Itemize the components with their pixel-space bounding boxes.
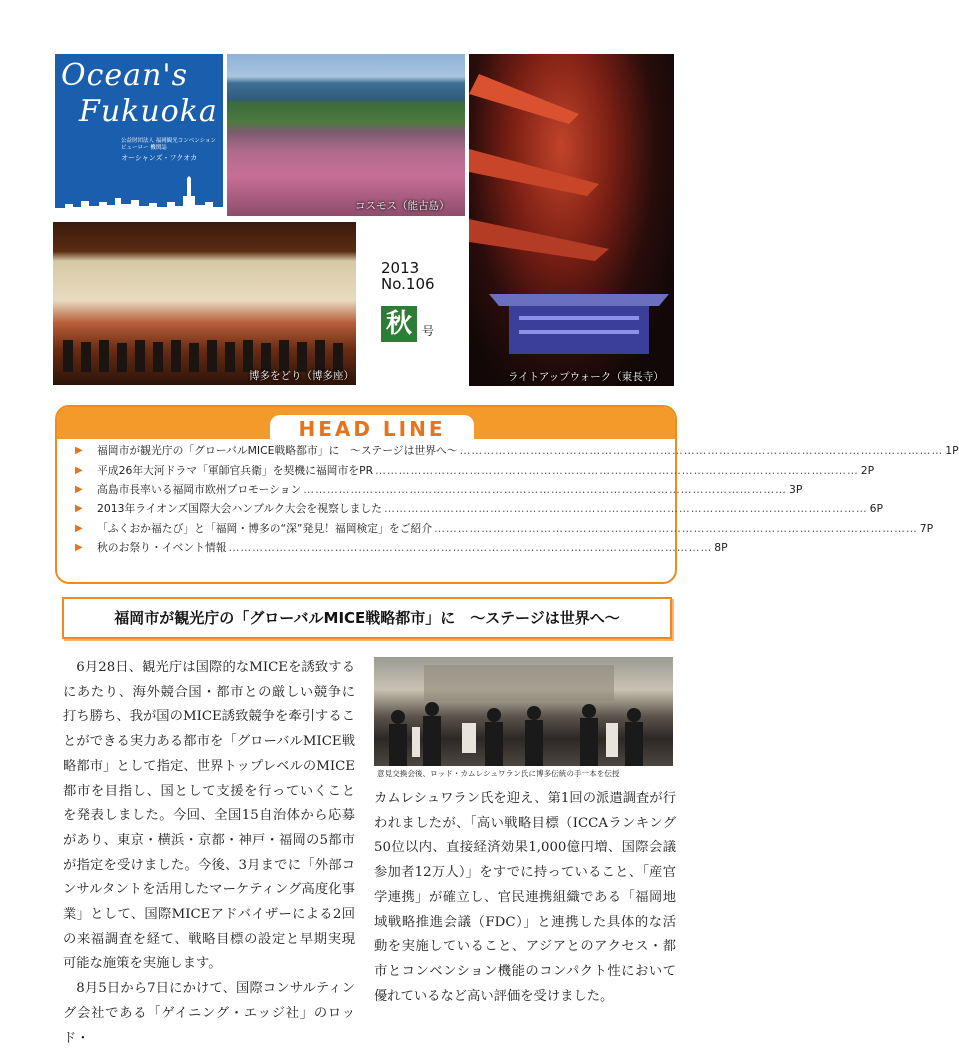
headline-item (75, 538, 728, 557)
logo-title-line1: Ocean's (61, 58, 188, 93)
headline-item-page: 2P (860, 463, 875, 477)
headline-item (75, 441, 959, 460)
season-suffix: 号 (422, 324, 435, 338)
skyline-icon (55, 176, 223, 216)
leader-dots: …………………………………………………………………………………………………………… (228, 541, 713, 555)
headline-box (55, 405, 959, 584)
photo-caption: 意見交換会後、ロッド・カムレシュワラン氏に博多伝統の手一本を伝授 (377, 769, 620, 778)
publisher-name: 公益財団法人 福岡観光コンベンションビューロー 機関誌 (121, 138, 217, 151)
dancers-illustration (53, 222, 356, 385)
headline-item-title: 高島市長率いる福岡市欧州プロモーション (97, 482, 302, 496)
headline-item (75, 519, 934, 538)
cosmos-photo (227, 54, 465, 216)
season-badge: 秋 (381, 306, 417, 342)
headline-item-page: 8P (714, 541, 728, 555)
meeting-illustration (374, 657, 673, 766)
headline-item (75, 499, 884, 518)
article-paragraph: 8月5日から7日にかけて、国際コンサルティング会社である「ゲイニング・エッジ社」のロッド・ (63, 981, 355, 1046)
pagoda-caption: ライトアップウォーク（東長寺） (508, 371, 664, 383)
issue-year: 2013 (381, 259, 420, 277)
headline-list (75, 441, 959, 557)
triangle-bullet-icon: ▶ (75, 445, 83, 457)
leader-dots: …………………………………………………………………………………………………………… (459, 444, 944, 458)
headline-item-page: 7P (919, 521, 934, 535)
triangle-bullet-icon: ▶ (75, 542, 83, 554)
stage-photo (53, 222, 356, 385)
headline-item (75, 460, 875, 479)
pagoda-illustration (469, 54, 674, 386)
headline-item-page: 1P (945, 444, 959, 458)
article-title: 福岡市が観光庁の「グローバルMICE戦略都市」に ～ステージは世界へ～ (62, 597, 672, 639)
headline-item-title: 平成26年大河ドラマ「軍師官兵衛」を契機に福岡市をPR (97, 463, 374, 477)
triangle-bullet-icon: ▶ (75, 522, 83, 534)
headline-item-page: 6P (869, 502, 884, 516)
article-paragraph: カムレシュワラン氏を迎え、第1回の派遣調査が行われましたが、「高い戦略目標（ICCAランキング50位以内、直接経済効果1,000億円増、国際会議参加者12万人）」をすでに持っていること、「産官学連携」が確立し、官民連携組織である「福岡地域戦略推進会議（FDC）」と連携した具体的な活動を実施していること、アジアとのアクセス・都市とコンベンション機能のコンパクト性において優れているなど高い評価を受けました。 (374, 791, 676, 1004)
article-column-right (374, 787, 676, 1009)
headline-item-title: 2013年ライオンズ国際大会ハンブルク大会を視察しました (97, 502, 382, 516)
headline-item (75, 480, 803, 499)
logo-title-line2: Fukuoka (79, 94, 218, 129)
cosmos-caption: コスモス（能古島） (355, 200, 450, 212)
headline-item-title: 「ふくおか福たび」と「福岡・博多の“深”発見！福岡検定」をご紹介 (97, 521, 433, 535)
leader-dots: …………………………………………………………………………………………………………… (434, 521, 918, 535)
headline-item-page: 3P (788, 482, 803, 496)
leader-dots: …………………………………………………………………………………………………………… (303, 482, 787, 496)
magazine-logo (55, 54, 223, 216)
meeting-photo (374, 657, 673, 766)
article-column-left (63, 656, 355, 1051)
article-paragraph: 6月28日、観光庁は国際的なMICEを誘致するにあたり、海外競合国・都市との厳しい競争に打ち勝ち、我が国のMICE誘致競争を牽引することができる実力ある都市を「グローバルMICE戦略都市」として指定、世界トップレベルのMICE都市を目指し、国として支援を行っていくことを発表しました。今回、全国15自治体から応募があり、東京・横浜・京都・神戸・福岡の5都市が指定を受けました。今後、3月までに「外部コンサルタントを活用したマーケティング高度化事業」として、国際MICEアドバイザーによる2回の来福調査を経て、戦略目標の設定と早期実現可能な施策を実施します。 (63, 660, 355, 972)
pagoda-photo (469, 54, 674, 386)
issue-info (381, 260, 435, 292)
headline-title: HEAD LINE (270, 415, 474, 443)
leader-dots: …………………………………………………………………………………………………………… (383, 502, 868, 516)
triangle-bullet-icon: ▶ (75, 503, 83, 515)
triangle-bullet-icon: ▶ (75, 483, 83, 495)
headline-item-title: 福岡市が観光庁の「グローバルMICE戦略都市」に ～ステージは世界へ～ (97, 444, 458, 458)
stage-caption: 博多をどり（博多座） (249, 370, 354, 382)
logo-kana: オーシャンズ・フクオカ (121, 154, 198, 162)
headline-item-title: 秋のお祭り・イベント情報 (97, 541, 227, 555)
leader-dots: …………………………………………………………………………………………………………… (375, 463, 859, 477)
triangle-bullet-icon: ▶ (75, 464, 83, 476)
issue-number: No.106 (381, 275, 435, 293)
